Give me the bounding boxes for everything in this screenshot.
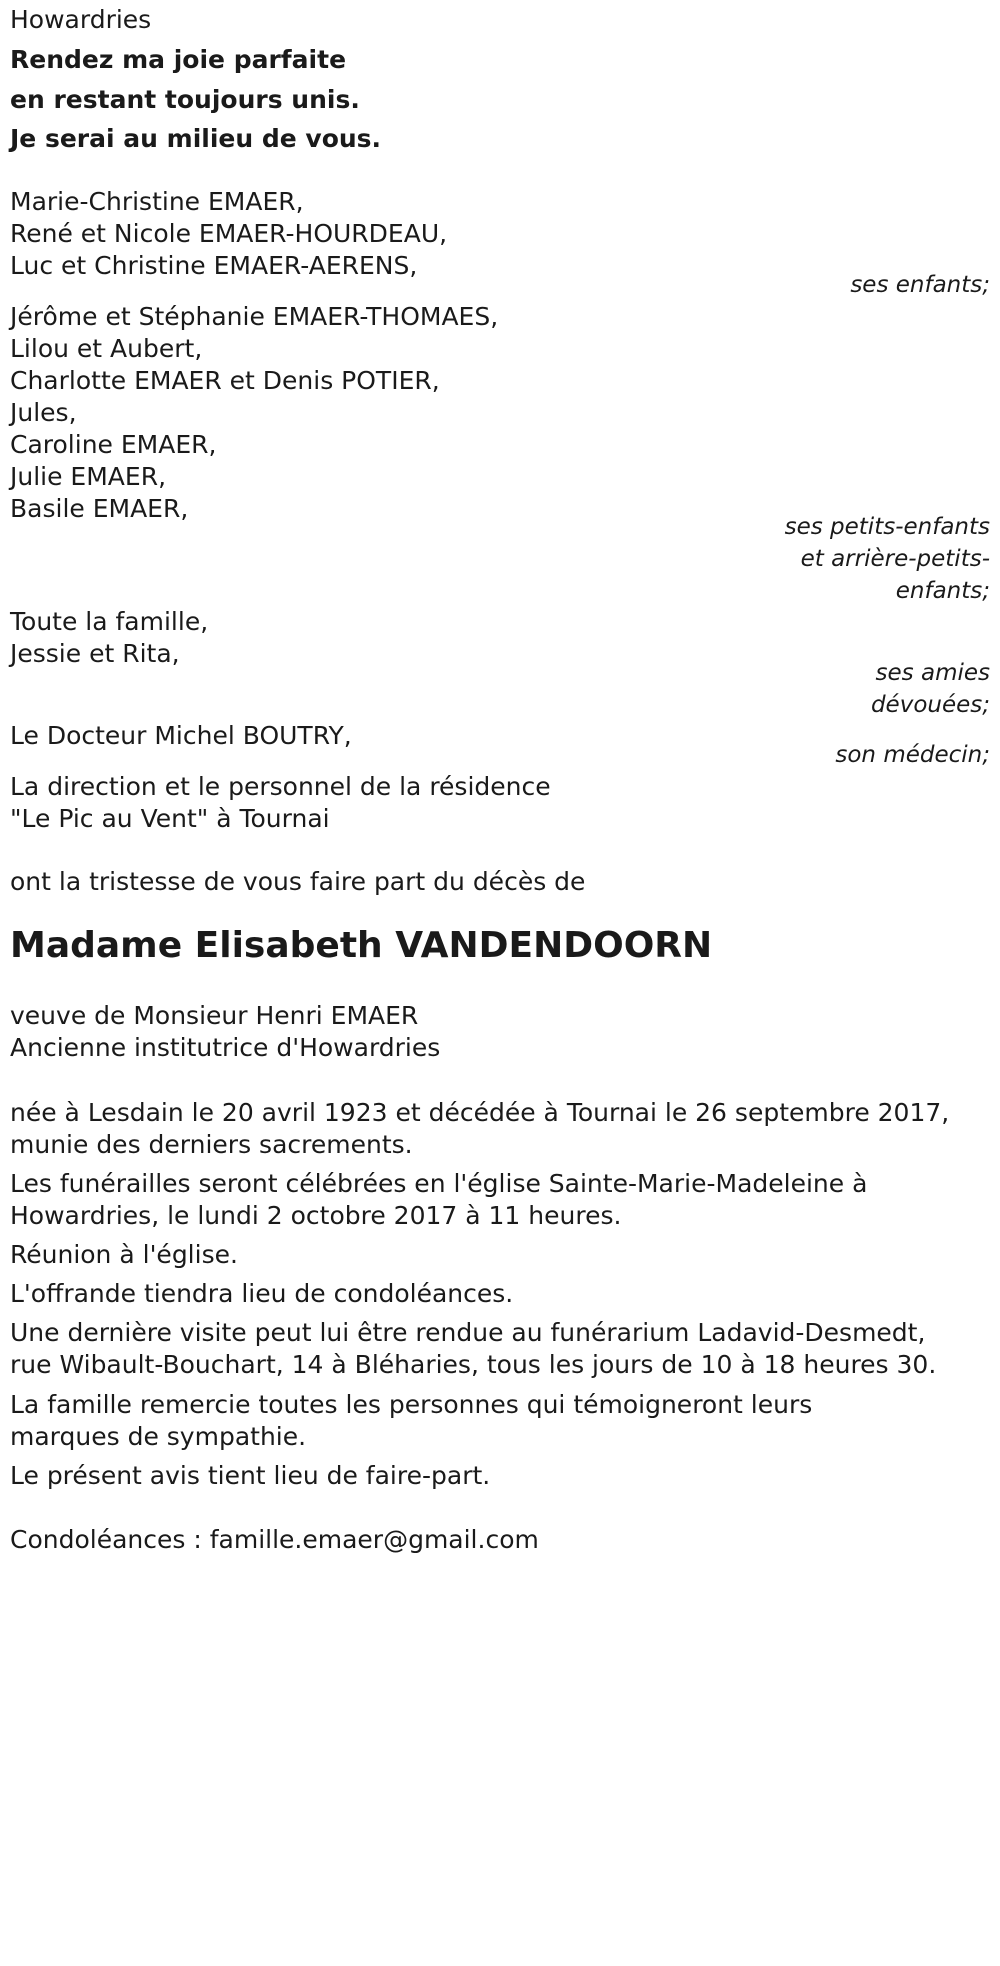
residence-line: "Le Pic au Vent" à Tournai — [10, 804, 330, 833]
birth-death-line: munie des derniers sacrements. — [10, 1130, 413, 1159]
grandchild-name: Julie EMAER, — [10, 462, 167, 491]
grandchild-name: Caroline EMAER, — [10, 430, 217, 459]
thanks-line: marques de sympathie. — [10, 1422, 307, 1451]
friends-role: dévouées; — [870, 692, 990, 718]
deceased-detail: Ancienne institutrice d'Howardries — [10, 1033, 441, 1062]
poem-line: en restant toujours unis. — [10, 85, 360, 114]
children-name: Luc et Christine EMAER-AERENS, — [10, 251, 418, 280]
grandchild-name: Basile EMAER, — [10, 494, 189, 523]
doctor-name: Le Docteur Michel BOUTRY, — [10, 721, 352, 750]
residence-line: La direction et le personnel de la résidence — [10, 772, 551, 801]
meeting-line: Réunion à l'église. — [10, 1240, 238, 1269]
grandchildren-role: enfants; — [895, 578, 990, 604]
grandchild-name: Charlotte EMAER et Denis POTIER, — [10, 366, 440, 395]
friend-name: Jessie et Rita, — [10, 639, 180, 668]
poem-line: Je serai au milieu de vous. — [10, 124, 382, 153]
birth-death-line: née à Lesdain le 20 avril 1923 et décédée à Tournai le 26 septembre 2017, — [10, 1098, 950, 1127]
notice-line: Le présent avis tient lieu de faire-part. — [10, 1461, 491, 1490]
location-heading: Howardries — [10, 5, 152, 34]
funeral-line: Howardries, le lundi 2 octobre 2017 à 11 heures. — [10, 1201, 622, 1230]
grandchildren-role: et arrière-petits- — [800, 546, 990, 572]
children-role: ses enfants; — [850, 272, 990, 298]
doctor-role: son médecin; — [835, 742, 990, 768]
deceased-detail: veuve de Monsieur Henri EMAER — [10, 1001, 419, 1030]
visit-line: Une dernière visite peut lui être rendue au funérarium Ladavid-Desmedt, — [10, 1318, 926, 1347]
funeral-line: Les funérailles seront célébrées en l'église Sainte-Marie-Madeleine à — [10, 1169, 868, 1198]
grandchildren-role: ses petits-enfants — [784, 514, 990, 540]
friends-role: ses amies — [875, 660, 990, 686]
grandchild-name: Jules, — [10, 398, 77, 427]
offering-line: L'offrande tiendra lieu de condoléances. — [10, 1279, 514, 1308]
children-name: Marie-Christine EMAER, — [10, 187, 304, 216]
poem-line: Rendez ma joie parfaite — [10, 45, 347, 74]
grandchild-name: Lilou et Aubert, — [10, 334, 203, 363]
condolences-email[interactable]: Condoléances : famille.emaer@gmail.com — [10, 1525, 539, 1554]
grandchild-name: Jérôme et Stéphanie EMAER-THOMAES, — [10, 302, 499, 331]
visit-line: rue Wibault-Bouchart, 14 à Bléharies, tous les jours de 10 à 18 heures 30. — [10, 1350, 937, 1379]
thanks-line: La famille remercie toutes les personnes qui témoigneront leurs — [10, 1390, 813, 1419]
children-name: René et Nicole EMAER-HOURDEAU, — [10, 219, 448, 248]
deceased-name: Madame Elisabeth VANDENDOORN — [10, 925, 713, 966]
announcement: ont la tristesse de vous faire part du décès de — [10, 867, 586, 896]
friend-name: Toute la famille, — [10, 607, 209, 636]
